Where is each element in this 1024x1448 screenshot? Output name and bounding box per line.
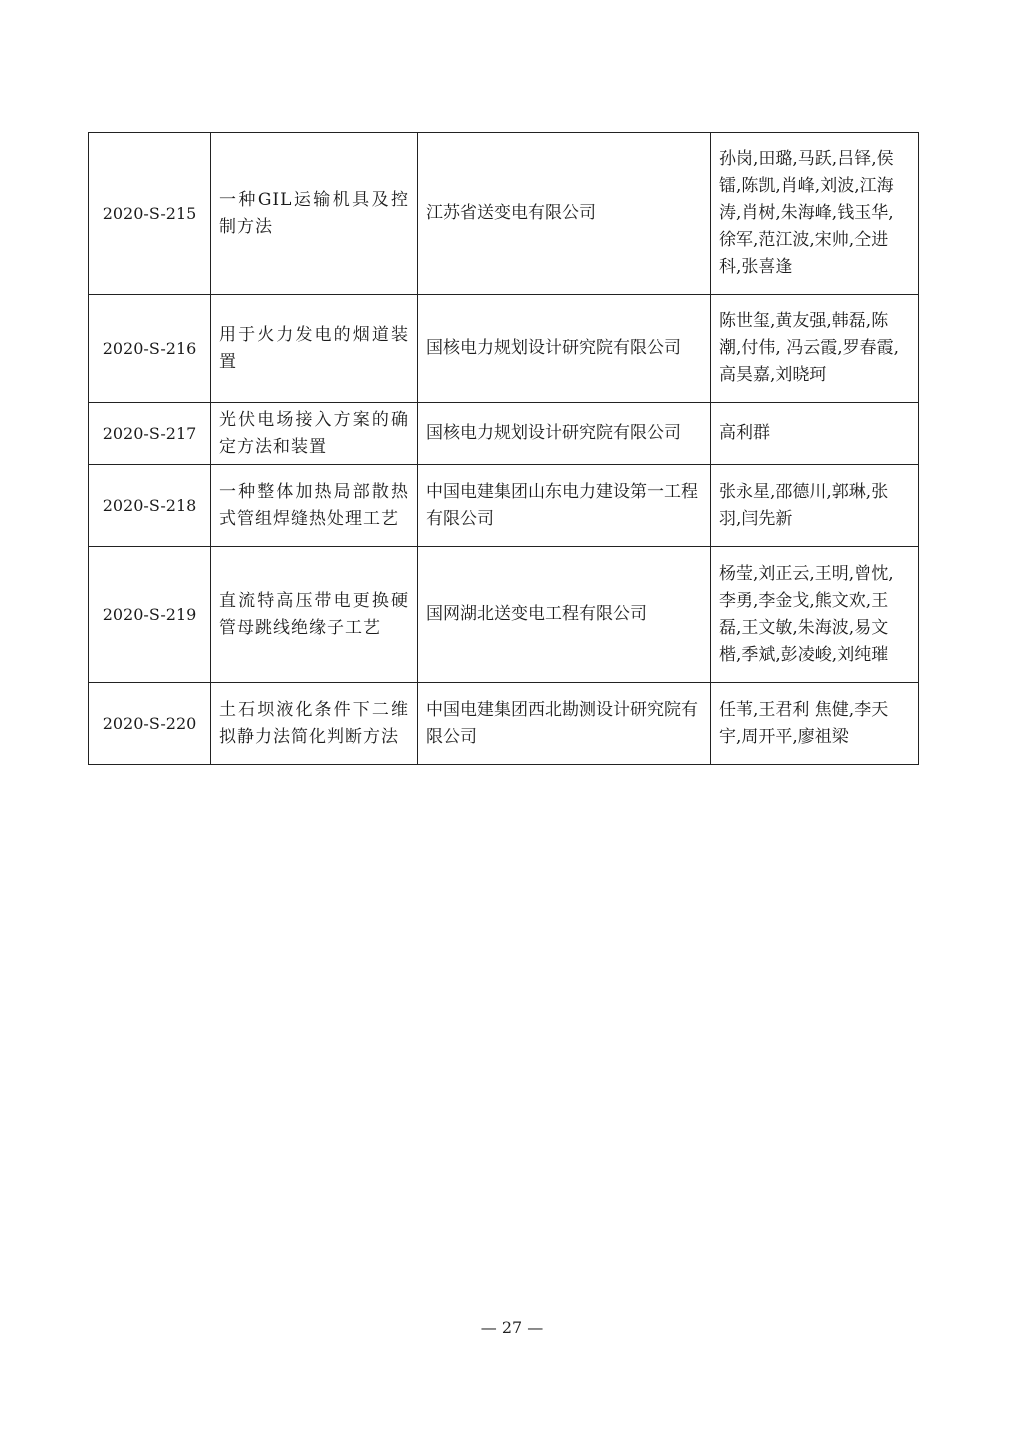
page-number: — 27 —	[480, 1318, 544, 1337]
table-row	[89, 295, 919, 403]
project-id-cell: 2020-S-218	[89, 465, 211, 547]
people-cell: 孙岗,田璐,马跃,吕铎,侯镭,陈凯,肖峰,刘波,江海涛,肖树,朱海峰,钱玉华,徐军,范江波,宋帅,仝进科,张喜逢	[711, 133, 919, 295]
project-name-cell: 用于火力发电的烟道装置	[211, 295, 418, 403]
organization-cell: 国核电力规划设计研究院有限公司	[418, 295, 711, 403]
organization-cell: 江苏省送变电有限公司	[418, 133, 711, 295]
project-name-cell: 光伏电场接入方案的确定方法和装置	[211, 403, 418, 465]
project-name-cell: 土石坝液化条件下二维拟静力法简化判断方法	[211, 683, 418, 765]
project-id-cell: 2020-S-220	[89, 683, 211, 765]
people-cell: 张永星,邵德川,郭琳,张羽,闫先新	[711, 465, 919, 547]
project-id-cell: 2020-S-216	[89, 295, 211, 403]
table-row	[89, 465, 919, 547]
people-cell: 陈世玺,黄友强,韩磊,陈潮,付伟, 冯云霞,罗春霞,高昊嘉,刘晓珂	[711, 295, 919, 403]
awards-table	[88, 132, 919, 765]
table-row	[89, 403, 919, 465]
project-name-cell: 一种GIL运输机具及控制方法	[211, 133, 418, 295]
project-id-cell: 2020-S-215	[89, 133, 211, 295]
people-cell: 高利群	[711, 403, 919, 465]
people-cell: 杨莹,刘正云,王明,曾忱,李勇,李金戈,熊文欢,王磊,王文敏,朱海波,易文楷,季斌,彭凌峻,刘纯璀	[711, 547, 919, 683]
project-id-cell: 2020-S-219	[89, 547, 211, 683]
organization-cell: 中国电建集团山东电力建设第一工程有限公司	[418, 465, 711, 547]
organization-cell: 国网湖北送变电工程有限公司	[418, 547, 711, 683]
project-id-cell: 2020-S-217	[89, 403, 211, 465]
project-name-cell: 直流特高压带电更换硬管母跳线绝缘子工艺	[211, 547, 418, 683]
organization-cell: 中国电建集团西北勘测设计研究院有限公司	[418, 683, 711, 765]
organization-cell: 国核电力规划设计研究院有限公司	[418, 403, 711, 465]
people-cell: 任苇,王君利 焦健,李天宇,周开平,廖祖梁	[711, 683, 919, 765]
table-row	[89, 683, 919, 765]
table-row	[89, 547, 919, 683]
project-name-cell: 一种整体加热局部散热式管组焊缝热处理工艺	[211, 465, 418, 547]
awards-table-container	[88, 132, 918, 765]
table-row	[89, 133, 919, 295]
